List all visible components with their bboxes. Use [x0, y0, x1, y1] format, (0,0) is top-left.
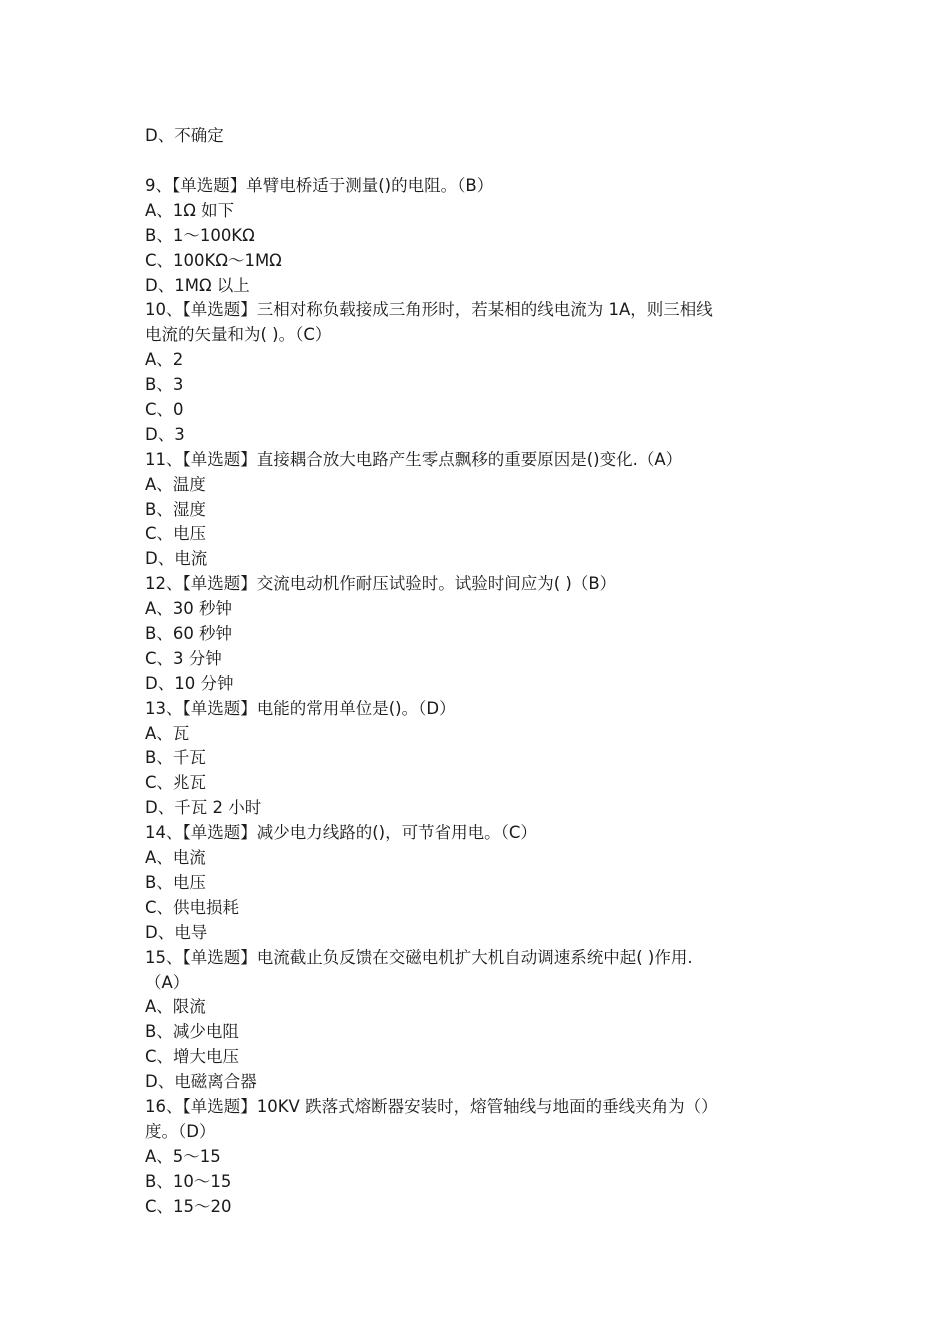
option-c: C、供电损耗	[145, 897, 240, 917]
option-a: A、5～15	[145, 1146, 221, 1166]
question-12: 12、【单选题】交流电动机作耐压试验时。试验时间应为( )（B）	[145, 574, 617, 594]
option-a: A、限流	[145, 997, 206, 1017]
option-d: D、3	[145, 424, 185, 444]
question-10-cont: 电流的矢量和为( )。（C）	[145, 325, 332, 345]
option-c: C、增大电压	[145, 1047, 240, 1067]
option-d: D、10 分钟	[145, 673, 234, 693]
option-b: B、10～15	[145, 1171, 232, 1191]
option-a: A、30 秒钟	[145, 599, 233, 619]
option-a: A、1Ω 如下	[145, 200, 235, 220]
question-15-cont: （A）	[145, 972, 190, 992]
option-d: D、电磁离合器	[145, 1072, 257, 1092]
option-a: A、温度	[145, 474, 206, 494]
option-b: B、1～100KΩ	[145, 225, 255, 245]
option-b: B、电压	[145, 872, 206, 892]
option-b: B、3	[145, 375, 184, 395]
question-13: 13、【单选题】电能的常用单位是()。（D）	[145, 698, 456, 718]
question-9: 9、【单选题】单臂电桥适于测量()的电阻。（B）	[145, 176, 494, 195]
option-c: C、兆瓦	[145, 773, 207, 793]
question-16: 16、【单选题】10KV 跌落式熔断器安装时，熔管轴线与地面的垂线夹角为（）	[145, 1096, 718, 1116]
option-d-q8: D、不确定	[145, 126, 224, 145]
question-11: 11、【单选题】直接耦合放大电路产生零点飘移的重要原因是()变化.（A）	[145, 449, 683, 469]
question-14: 14、【单选题】减少电力线路的()，可节省用电。（C）	[145, 823, 537, 843]
option-c: C、15～20	[145, 1196, 232, 1216]
option-d: D、电流	[145, 549, 208, 569]
option-c: C、电压	[145, 524, 207, 544]
option-c: C、3 分钟	[145, 648, 222, 668]
question-16-cont: 度。（D）	[145, 1121, 216, 1141]
option-c: C、100KΩ～1MΩ	[145, 250, 282, 270]
question-list	[145, 174, 815, 1219]
option-d: D、1MΩ 以上	[145, 275, 250, 295]
question-15: 15、【单选题】电流截止负反馈在交磁电机扩大机自动调速系统中起( )作用.	[145, 947, 693, 967]
option-c: C、0	[145, 400, 184, 420]
option-b: B、减少电阻	[145, 1022, 239, 1042]
option-a: A、2	[145, 350, 184, 370]
option-d: D、电导	[145, 922, 208, 942]
option-d: D、千瓦 2 小时	[145, 798, 262, 818]
option-b: B、湿度	[145, 499, 206, 519]
option-a: A、瓦	[145, 723, 190, 743]
question-10: 10、【单选题】三相对称负载接成三角形时，若某相的线电流为 1A，则三相线	[145, 300, 713, 320]
option-b: B、千瓦	[145, 748, 206, 768]
option-a: A、电流	[145, 848, 206, 868]
option-b: B、60 秒钟	[145, 624, 233, 644]
